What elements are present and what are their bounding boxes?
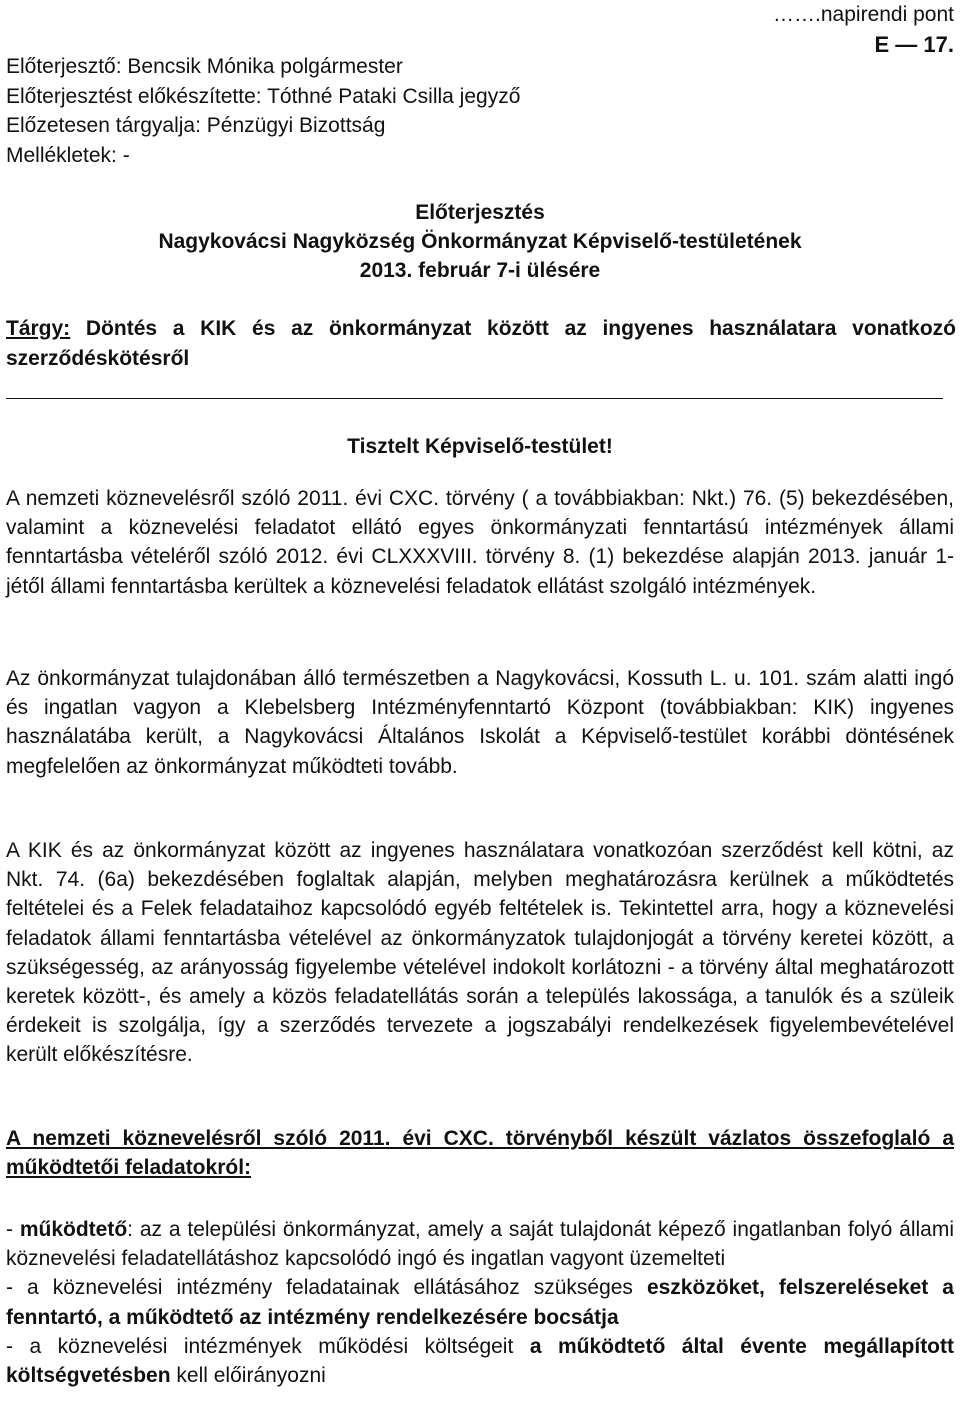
salutation: Tisztelt Képviselő-testület! bbox=[347, 435, 613, 458]
list-item-bold: eszközöket, felszereléseket a fenntartó, a működtető az intézmény rendelkezésére bocsátja bbox=[6, 1276, 954, 1329]
agenda-marker bbox=[773, 0, 954, 60]
subject bbox=[6, 314, 956, 374]
divider bbox=[6, 398, 943, 399]
title-line-1: Előterjesztés bbox=[415, 201, 545, 224]
list-item bbox=[6, 1332, 954, 1390]
list-item-text: : az a települési önkormányzat, amely a saját tulajdonát képező ingatlanban folyó állami köznevelési feladatellátáshoz kapcsolódó ingó és ingatlan vagyont üzemelteti bbox=[6, 1218, 955, 1271]
title-line-3: 2013. február 7-i ülésére bbox=[359, 259, 601, 282]
list-item-text: kell előirányozni bbox=[170, 1364, 326, 1388]
subject-label: Tárgy: bbox=[6, 317, 71, 340]
list-item-prefix: - a köznevelési intézmények működési költségeit bbox=[6, 1334, 530, 1358]
list-item-bold: a működtető által évente megállapított költségvetésben bbox=[6, 1334, 954, 1388]
list-item-bold: működtető bbox=[19, 1218, 128, 1241]
meta-reviewed-by: Előzetesen tárgyalja: Pénzügyi Bizottság bbox=[6, 114, 386, 137]
paragraph-2: Az önkormányzat tulajdonában álló természetben a Nagykovácsi, Kossuth L. u. 101. szám alatti ingó és ingatlan vagyon a Klebelsberg Intézményfenntartó Központ (továbbiakban: KIK) ingyenes használatába került, a Nagykovácsi Általános Iskolát a Képviselő-testület korábbi döntésének megfelelően az önkormányzat működteti tovább. bbox=[6, 667, 954, 778]
list-item bbox=[6, 1215, 954, 1273]
meta-attachments: Mellékletek: - bbox=[6, 143, 130, 167]
list-item-prefix: - a köznevelési intézmény feladatainak ellátásához szükséges bbox=[6, 1276, 647, 1300]
paragraph-1: A nemzeti köznevelésről szóló 2011. évi CXC. törvény ( a továbbiakban: Nkt.) 76. (5) bekezdésében, valamint a köznevelési feladatot ellátó egyes önkormányzati fenntartású intézmények állami fenntartásba vételéről szóló 2012. évi CLXXXVIII. törvény 8. (1) bekezdése alapján 2013. január 1-jétől állami fenntartásba kerültek a köznevelési feladatok ellátást szolgáló intézmények. bbox=[6, 487, 954, 598]
agenda-code: E — 17. bbox=[874, 32, 954, 57]
duties-list bbox=[6, 1215, 954, 1390]
document-title bbox=[0, 198, 960, 285]
list-item bbox=[6, 1273, 954, 1331]
title-line-2: Nagykovácsi Nagyközség Önkormányzat Képviselő-testületének bbox=[158, 230, 802, 253]
meta-presenter: Előterjesztő: Bencsik Mónika polgármester bbox=[6, 55, 403, 78]
list-item-prefix: - bbox=[6, 1218, 20, 1241]
section-heading: A nemzeti köznevelésről szóló 2011. évi CXC. törvényből készült vázlatos összefoglaló a működtetői feladatokról: bbox=[6, 1127, 954, 1180]
paragraph-3: A KIK és az önkormányzat között az ingyenes használatara vonatkozóan szerződést kell kötni, az Nkt. 74. (6a) bekezdésében foglaltak alapján, melyben meghatározásra kerülnek a működtetés feltételei és a Felek feladataihoz kapcsolódó egyéb feltételek is. Tekintettel arra, hogy a köznevelési feladatok állami fenntartásba vételével az önkormányzatok tulajdonjogát a törvény keretei között, a szükségesség, az arányosság figyelembe vételével indokolt korlátozni - a törvény által meghatározott keretek között-, és amely a közös feladatellátás során a település lakossága, a tanulók és a szüleik érdekeit is szolgálja, így a szerződés tervezete a jogszabályi rendelkezések figyelembevételével került előkészítésre. bbox=[6, 839, 954, 1067]
document-meta bbox=[6, 52, 520, 170]
subject-text: Döntés a KIK és az önkormányzat között az ingyenes használatara vonatkozó szerződéskötésről bbox=[6, 317, 956, 370]
agenda-item-label: …….napirendi pont bbox=[773, 3, 954, 26]
meta-prepared-by: Előterjesztést előkészítette: Tóthné Pataki Csilla jegyző bbox=[6, 84, 521, 108]
